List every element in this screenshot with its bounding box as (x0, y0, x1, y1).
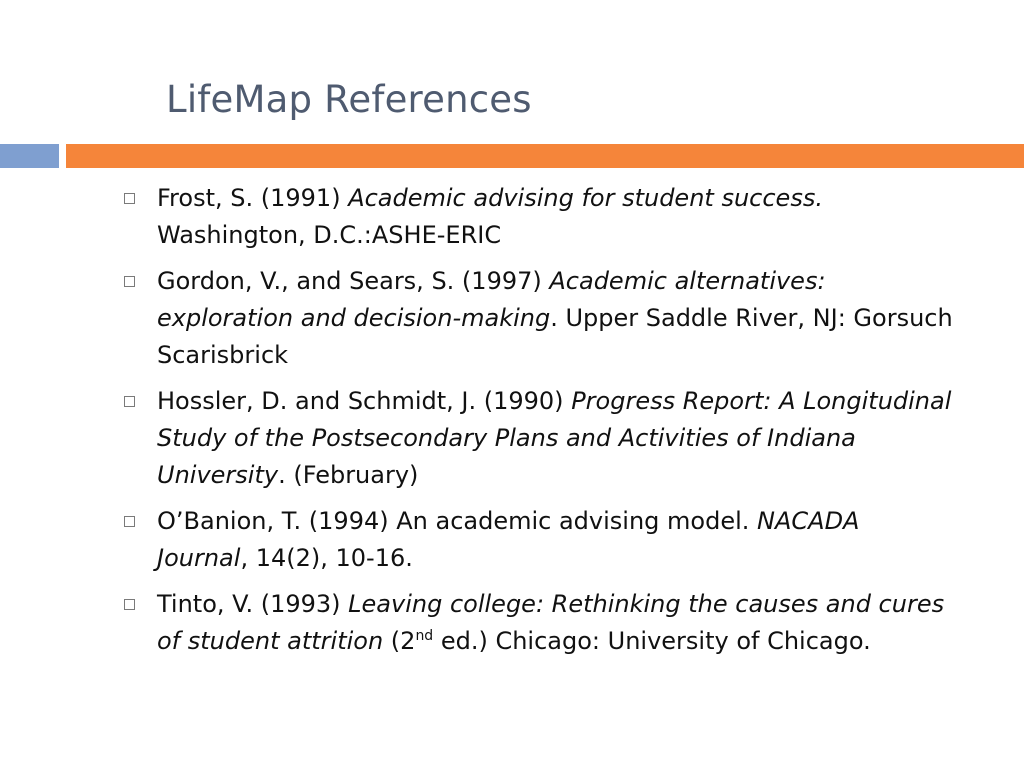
reference-list (124, 180, 964, 669)
slide-title: LifeMap References (166, 78, 532, 121)
square-bullet-icon (124, 599, 135, 610)
reference-text (157, 586, 957, 660)
square-bullet-icon (124, 516, 135, 527)
square-bullet-icon (124, 396, 135, 407)
reference-authors: O’Banion, T. (1994) An academic advising model. (157, 507, 758, 535)
reference-publication-end: ed.) Chicago: University of Chicago. (433, 627, 871, 655)
accent-bar-orange (66, 144, 1024, 168)
reference-work-title: Academic advising for student success. (348, 184, 823, 212)
reference-authors: Frost, S. (1991) (157, 184, 349, 212)
reference-publication: . (February) (278, 461, 419, 489)
reference-publication: Washington, D.C.:ASHE-ERIC (157, 221, 502, 249)
reference-work-title: NACADA Journal (157, 507, 860, 572)
reference-text (157, 383, 957, 494)
square-bullet-icon (124, 193, 135, 204)
reference-work-title: Leaving college: Rethinking the causes and cures of student attrition (157, 590, 945, 655)
reference-authors: Hossler, D. and Schmidt, J. (1990) (157, 387, 572, 415)
reference-work-title: Academic alternatives: exploration and decision-making (157, 267, 826, 332)
reference-item (124, 503, 964, 577)
reference-text (157, 263, 957, 374)
reference-work-title: Progress Report: A Longitudinal Study of the Postsecondary Plans and Activities of Indiana University (157, 387, 952, 489)
reference-item (124, 383, 964, 494)
square-bullet-icon (124, 276, 135, 287)
reference-authors: Gordon, V., and Sears, S. (1997) (157, 267, 550, 295)
reference-publication: , 14(2), 10-16. (240, 544, 413, 572)
reference-authors: Tinto, V. (1993) (157, 590, 349, 618)
accent-bar-blue (0, 144, 59, 168)
ordinal-suffix: nd (415, 628, 434, 644)
reference-text (157, 503, 957, 577)
reference-publication: . Upper Saddle River, NJ: Gorsuch Scarisbrick (157, 304, 953, 369)
reference-item (124, 586, 964, 660)
reference-item (124, 263, 964, 374)
reference-item (124, 180, 964, 254)
reference-publication: (2 (383, 627, 416, 655)
reference-text (157, 180, 957, 254)
